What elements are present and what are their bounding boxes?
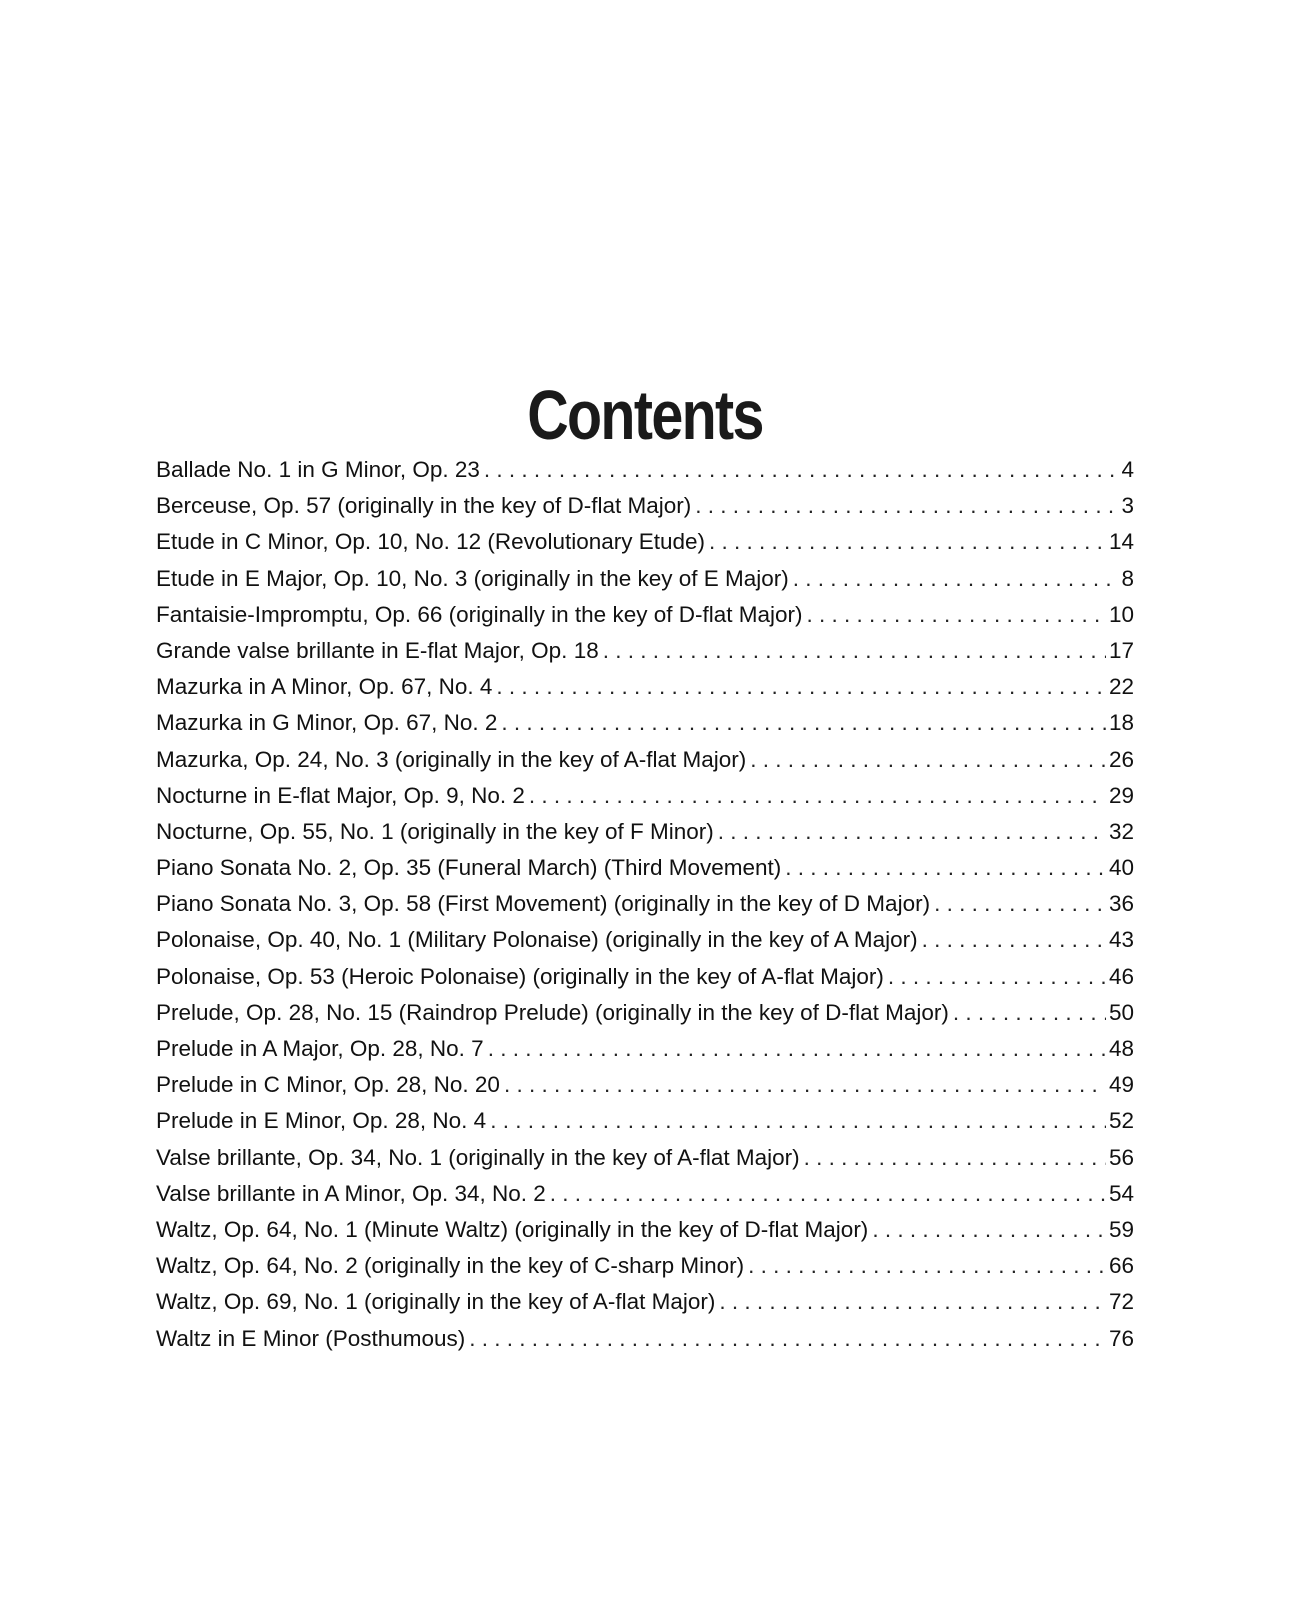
entry-page-number: 32 (1108, 818, 1134, 844)
page-title: Contents (527, 375, 763, 454)
entry-page-number: 76 (1108, 1325, 1134, 1351)
toc-entry (156, 1248, 1134, 1284)
entry-page-number: 3 (1121, 493, 1134, 519)
entry-title: Prelude in E Minor, Op. 28, No. 4 (156, 1108, 487, 1134)
toc-entry (156, 1321, 1134, 1357)
entry-title: Prelude in C Minor, Op. 28, No. 20 (156, 1072, 500, 1098)
dot-leader (709, 524, 1106, 560)
dot-leader (469, 1321, 1106, 1357)
entry-title: Etude in C Minor, Op. 10, No. 12 (Revolutionary Etude) (156, 529, 706, 555)
toc-entry (156, 1067, 1134, 1103)
entry-title: Etude in E Major, Op. 10, No. 3 (originally in the key of E Major) (156, 565, 789, 591)
toc-entry (156, 886, 1134, 922)
toc-entry (156, 1176, 1134, 1212)
entry-page-number: 18 (1108, 710, 1134, 736)
toc-entry (156, 922, 1134, 958)
entry-title: Fantaisie-Impromptu, Op. 66 (originally in the key of D-flat Major) (156, 601, 803, 627)
toc-entry (156, 561, 1134, 597)
entry-page-number: 4 (1121, 457, 1134, 482)
dot-leader (488, 1031, 1106, 1067)
dot-leader (953, 995, 1106, 1031)
entry-page-number: 48 (1108, 1036, 1134, 1061)
table-of-contents (156, 452, 1134, 1357)
dot-leader (748, 1248, 1106, 1284)
toc-entry (156, 597, 1134, 633)
dot-leader (872, 1212, 1106, 1248)
entry-page-number: 52 (1108, 1108, 1134, 1134)
toc-entry (156, 488, 1134, 524)
toc-entry (156, 1284, 1134, 1320)
dot-leader (934, 886, 1106, 922)
entry-title: Nocturne, Op. 55, No. 1 (originally in the key of F Minor) (156, 818, 714, 844)
dot-leader (603, 633, 1106, 669)
entry-page-number: 72 (1108, 1289, 1134, 1315)
dot-leader (550, 1176, 1106, 1212)
entry-title: Nocturne in E-flat Major, Op. 9, No. 2 (156, 782, 525, 808)
dot-leader (484, 452, 1119, 488)
entry-title: Piano Sonata No. 3, Op. 58 (First Movement) (originally in the key of D Major) (156, 891, 931, 917)
entry-title: Waltz, Op. 64, No. 2 (originally in the key of C-sharp Minor) (156, 1253, 745, 1279)
entry-title: Polonaise, Op. 53 (Heroic Polonaise) (originally in the key of A-flat Major) (156, 963, 884, 989)
entry-page-number: 56 (1108, 1144, 1134, 1170)
toc-entry (156, 778, 1134, 814)
toc-entry (156, 1140, 1134, 1176)
dot-leader (719, 1284, 1106, 1320)
entry-page-number: 40 (1108, 855, 1134, 881)
entry-page-number: 59 (1108, 1216, 1134, 1242)
entry-title: Grande valse brillante in E-flat Major, Op. 18 (156, 637, 599, 663)
entry-title: Prelude, Op. 28, No. 15 (Raindrop Prelude) (originally in the key of D-flat Major) (156, 999, 949, 1025)
entry-title: Waltz, Op. 64, No. 1 (Minute Waltz) (originally in the key of D-flat Major) (156, 1216, 869, 1242)
entry-page-number: 29 (1108, 782, 1134, 808)
entry-page-number: 54 (1108, 1180, 1134, 1206)
dot-leader (804, 1140, 1106, 1176)
dot-leader (807, 597, 1106, 633)
entry-title: Waltz in E Minor (Posthumous) (156, 1325, 466, 1351)
toc-entry (156, 452, 1134, 488)
dot-leader (490, 1103, 1106, 1139)
entry-title: Prelude in A Major, Op. 28, No. 7 (156, 1036, 484, 1061)
toc-entry (156, 850, 1134, 886)
toc-entry (156, 1103, 1134, 1139)
dot-leader (529, 778, 1106, 814)
entry-title: Mazurka in A Minor, Op. 67, No. 4 (156, 674, 493, 700)
entry-page-number: 49 (1108, 1072, 1134, 1098)
dot-leader (888, 959, 1106, 995)
entry-title: Valse brillante in A Minor, Op. 34, No. 2 (156, 1180, 546, 1206)
toc-entry (156, 1212, 1134, 1248)
dot-leader (496, 669, 1106, 705)
dot-leader (750, 742, 1106, 778)
entry-page-number: 43 (1108, 927, 1134, 953)
dot-leader (695, 488, 1118, 524)
entry-title: Berceuse, Op. 57 (originally in the key of D-flat Major) (156, 493, 692, 519)
entry-title: Ballade No. 1 in G Minor, Op. 23 (156, 457, 480, 482)
dot-leader (922, 922, 1106, 958)
entry-page-number: 8 (1121, 565, 1134, 591)
dot-leader (718, 814, 1106, 850)
toc-entry (156, 669, 1134, 705)
entry-page-number: 26 (1108, 746, 1134, 772)
entry-page-number: 17 (1108, 637, 1134, 663)
toc-entry (156, 705, 1134, 741)
toc-entry (156, 995, 1134, 1031)
toc-entry (156, 633, 1134, 669)
entry-page-number: 50 (1108, 999, 1134, 1025)
entry-title: Piano Sonata No. 2, Op. 35 (Funeral March) (Third Movement) (156, 855, 782, 881)
entry-page-number: 66 (1108, 1253, 1134, 1279)
entry-title: Valse brillante, Op. 34, No. 1 (originally in the key of A-flat Major) (156, 1144, 800, 1170)
dot-leader (785, 850, 1106, 886)
entry-page-number: 22 (1108, 674, 1134, 700)
entry-page-number: 46 (1108, 963, 1134, 989)
entry-title: Polonaise, Op. 40, No. 1 (Military Polonaise) (originally in the key of A Major) (156, 927, 918, 953)
entry-page-number: 36 (1108, 891, 1134, 917)
toc-entry (156, 959, 1134, 995)
entry-title: Waltz, Op. 69, No. 1 (originally in the key of A-flat Major) (156, 1289, 716, 1315)
dot-leader (504, 1067, 1106, 1103)
toc-entry (156, 742, 1134, 778)
entry-page-number: 10 (1108, 601, 1134, 627)
dot-leader (793, 561, 1119, 597)
entry-title: Mazurka in G Minor, Op. 67, No. 2 (156, 710, 498, 736)
toc-entry (156, 814, 1134, 850)
toc-entry (156, 524, 1134, 560)
entry-title: Mazurka, Op. 24, No. 3 (originally in the key of A-flat Major) (156, 746, 747, 772)
toc-entry (156, 1031, 1134, 1067)
entry-page-number: 14 (1108, 529, 1134, 555)
dot-leader (501, 705, 1106, 741)
